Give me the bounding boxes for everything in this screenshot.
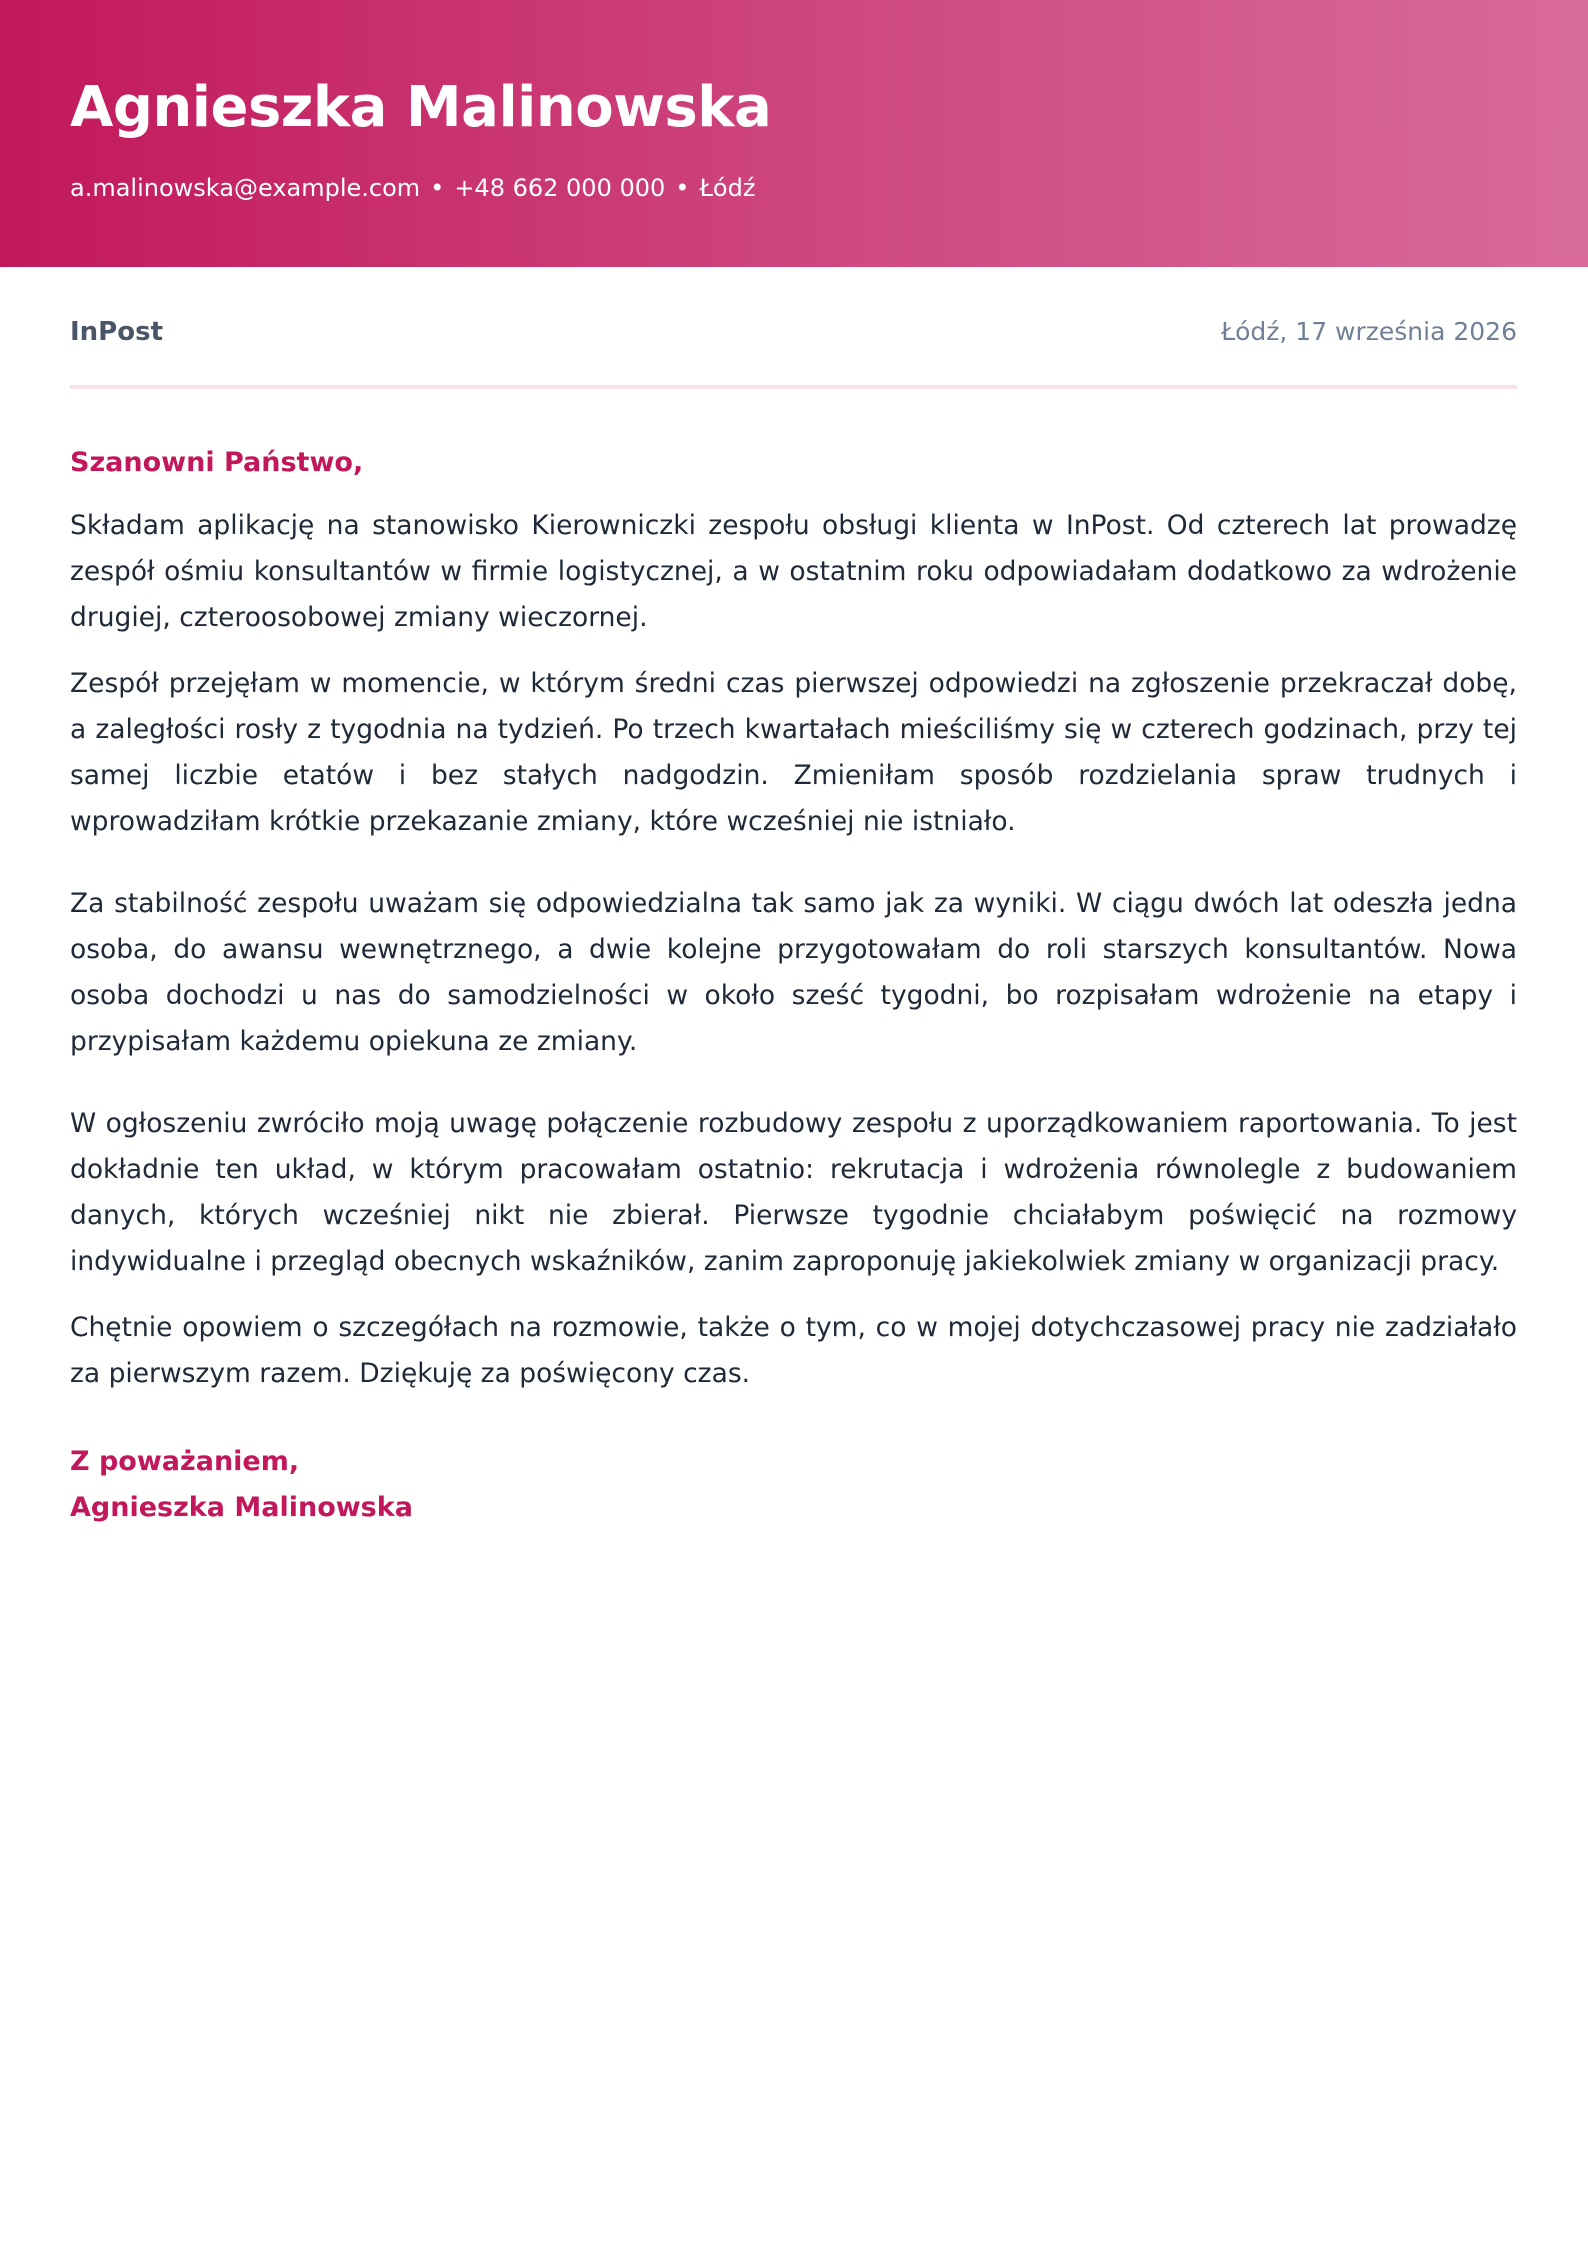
recipient-company: InPost — [70, 317, 164, 347]
letter-paragraph: W ogłoszeniu zwróciło moją uwagę połączenie rozbudowy zespołu z uporządkowaniem raportowania. To jest dokładnie ten układ, w którym pracowałam ostatnio: rekrutacja i wdrożenia równolegle z budowaniem danych, których wcześniej nikt nie zbierał. Pierwsze tygodnie chciałabym poświęcić na rozmowy indywidualne i przegląd obecnych wskaźników, zanim zaproponuję jakiekolwiek zmiany w organizacji pracy. — [70, 1108, 1517, 1277]
letter-body — [70, 442, 1517, 1531]
letter-paragraph: Składam aplikację na stanowisko Kierowniczki zespołu obsługi klienta w InPost. Od czterech lat prowadzę zespół ośmiu konsultantów w firmie logistycznej, a w ostatnim roku odpowiadałam dodatkowo za wdrożenie drugiej, czteroosobowej zmiany wieczornej. — [70, 510, 1517, 633]
letter-paragraph: Chętnie opowiem o szczegółach na rozmowie, także o tym, co w mojej dotychczasowej pracy nie zadziałało za pierwszym razem. Dziękuję za poświęcony czas. — [70, 1312, 1517, 1389]
letter-paragraph: Za stabilność zespołu uważam się odpowiedzialna tak samo jak za wyniki. W ciągu dwóch lat odeszła jedna osoba, do awansu wewnętrznego, a dwie kolejne przygotowałam do roli starszych konsultantów. Nowa osoba dochodzi u nas do samodzielności w około sześć tygodni, bo rozpisałam wdrożenie na etapy i przypisałam każdemu opiekuna ze zmiany. — [70, 888, 1517, 1057]
contact-phone: +48 662 000 000 — [454, 174, 666, 202]
salutation: Szanowni Państwo, — [70, 447, 364, 478]
applicant-name: Agnieszka Malinowska — [70, 75, 772, 140]
closing-phrase: Z poważaniem, — [70, 1446, 300, 1477]
letter-header — [0, 0, 1588, 267]
contact-email: a.malinowska@example.com — [70, 174, 421, 202]
letter-date: Łódź, 17 września 2026 — [1221, 317, 1517, 346]
recipient-date-row — [70, 314, 1517, 350]
contact-separator: • — [675, 174, 690, 202]
contact-separator: • — [430, 174, 445, 202]
contact-city: Łódź — [699, 174, 756, 202]
contact-line — [70, 170, 755, 206]
letter-paragraph: Zespół przejęłam w momencie, w którym średni czas pierwszej odpowiedzi na zgłoszenie przekraczał dobę, a zaległości rosły z tygodnia na tydzień. Po trzech kwartałach mieściliśmy się w czterech godzinach, przy tej samej liczbie etatów i bez stałych nadgodzin. Zmieniłam sposób rozdzielania spraw trudnych i wprowadziłam krótkie przekazanie zmiany, które wcześniej nie istniało. — [70, 668, 1517, 837]
signature: Agnieszka Malinowska — [70, 1492, 413, 1523]
header-divider — [70, 385, 1517, 389]
